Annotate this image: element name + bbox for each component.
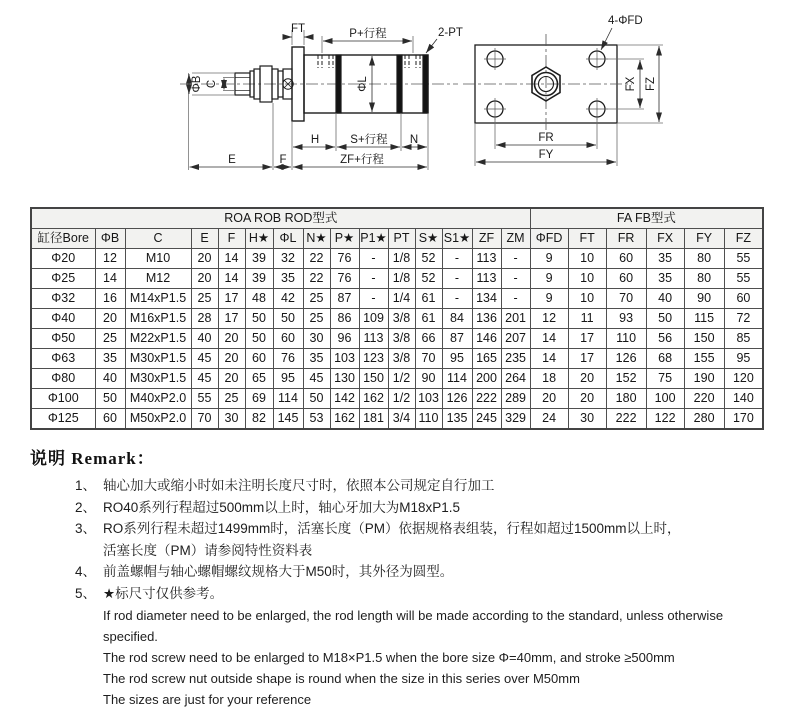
table-cell: M50xP2.0 [125, 409, 191, 430]
table-column-header: N★ [303, 229, 330, 249]
table-cell: 9 [530, 289, 568, 309]
table-cell: 50 [245, 309, 273, 329]
table-row [31, 269, 763, 289]
dim-label-f: F [279, 154, 287, 166]
table-cell: 10 [568, 269, 606, 289]
remark-english-line: If rod diameter need to be enlarged, the rod length will be made according to the standard, unless otherwise specified. [103, 607, 724, 644]
table-cell: 25 [303, 289, 330, 309]
table-cell: 1/2 [388, 369, 415, 389]
dim-label-fz: FZ [645, 76, 657, 92]
table-row [31, 389, 763, 409]
table-cell: - [442, 289, 472, 309]
table-cell: 17 [568, 349, 606, 369]
table-cell: 61 [415, 289, 442, 309]
table-cell: 113 [359, 329, 388, 349]
table-cell: 68 [646, 349, 684, 369]
table-cell: 20 [191, 249, 218, 269]
table-cell: 95 [273, 369, 303, 389]
table-cell: M10 [125, 249, 191, 269]
remark-item [75, 518, 770, 540]
table-column-header: 缸径Bore [31, 229, 95, 249]
table-cell: 70 [415, 349, 442, 369]
dim-label-phi-b: ΦB [191, 75, 203, 93]
table-group-header: FA FB型式 [530, 208, 763, 229]
table-cell: 12 [530, 309, 568, 329]
table-column-header: FX [646, 229, 684, 249]
remark-list [75, 475, 770, 710]
dim-label-p-stroke: P+行程 [349, 28, 387, 40]
table-cell: 53 [303, 409, 330, 430]
table-cell: 55 [191, 389, 218, 409]
remark-item-number: 3、 [75, 521, 97, 537]
table-cell: 10 [568, 289, 606, 309]
table-row [31, 249, 763, 269]
table-cell: - [501, 289, 530, 309]
table-cell: 22 [303, 269, 330, 289]
tube-band-2 [397, 55, 402, 113]
dim-label-zf-stroke: ZF+行程 [340, 154, 384, 166]
table-cell: 17 [218, 309, 245, 329]
table-cell: 20 [95, 309, 125, 329]
table-cell: - [359, 249, 388, 269]
table-cell: 14 [95, 269, 125, 289]
table-cell: 35 [646, 249, 684, 269]
table-cell: 95 [724, 349, 763, 369]
table-cell: 70 [191, 409, 218, 430]
table-cell: 130 [330, 369, 359, 389]
table-cell: - [359, 289, 388, 309]
table-cell: 16 [95, 289, 125, 309]
table-row [31, 409, 763, 430]
remark-item [75, 561, 770, 583]
table-cell: 142 [330, 389, 359, 409]
table-cell: 10 [568, 249, 606, 269]
table-cell: M30xP1.5 [125, 349, 191, 369]
table-cell: 40 [95, 369, 125, 389]
table-cell: 180 [606, 389, 646, 409]
table-cell: 136 [472, 309, 501, 329]
table-cell: 39 [245, 249, 273, 269]
remark-item-text: ★标尺寸仅供参考。 [103, 585, 224, 601]
dim-label-c: C [206, 79, 218, 89]
remark-item [75, 583, 770, 605]
table-cell: 12 [95, 249, 125, 269]
table-row [31, 369, 763, 389]
table-cell: 76 [330, 269, 359, 289]
table-cell: 84 [442, 309, 472, 329]
dim-label-e: E [228, 154, 236, 166]
table-cell: 3/4 [388, 409, 415, 430]
table-cell: 48 [245, 289, 273, 309]
table-cell: 66 [415, 329, 442, 349]
table-cell: 100 [646, 389, 684, 409]
remark-item [75, 540, 770, 562]
bore-cell: Φ100 [31, 389, 95, 409]
port-marks [318, 55, 420, 68]
table-cell: 22 [303, 249, 330, 269]
remark-item-number: 1、 [75, 478, 97, 493]
table-column-header: ΦFD [530, 229, 568, 249]
table-cell: 3/8 [388, 349, 415, 369]
table-cell: 32 [273, 249, 303, 269]
table-cell: 42 [273, 289, 303, 309]
table-cell: 76 [273, 349, 303, 369]
dim-label-s-stroke: S+行程 [350, 134, 388, 146]
table-cell: 162 [330, 409, 359, 430]
bore-cell: Φ125 [31, 409, 95, 430]
table-cell: 289 [501, 389, 530, 409]
table-cell: 90 [684, 289, 724, 309]
table-column-header: H★ [245, 229, 273, 249]
table-cell: 87 [442, 329, 472, 349]
dim-label-fr: FR [538, 132, 554, 144]
table-cell: 152 [606, 369, 646, 389]
flange-front-view [463, 34, 632, 133]
dim-label-2pt: 2-PT [438, 27, 463, 39]
table-cell: 35 [646, 269, 684, 289]
table-cell: 245 [472, 409, 501, 430]
table-cell: 25 [191, 289, 218, 309]
table-cell: 109 [359, 309, 388, 329]
table-cell: 134 [472, 289, 501, 309]
table-column-header: PT [388, 229, 415, 249]
remark-item-text: 前盖螺帽与轴心螺帽螺纹规格大于M50时，其外径为圆型。 [103, 564, 454, 580]
table-cell: 150 [684, 329, 724, 349]
bore-cell: Φ20 [31, 249, 95, 269]
remark-item-number: 5、 [75, 585, 97, 601]
table-column-header: ΦB [95, 229, 125, 249]
dim-label-n: N [409, 134, 419, 146]
table-column-header: FZ [724, 229, 763, 249]
table-cell: 114 [273, 389, 303, 409]
table-column-header: F [218, 229, 245, 249]
table-cell: 69 [245, 389, 273, 409]
table-cell: 25 [303, 309, 330, 329]
table-cell: 123 [359, 349, 388, 369]
table-cell: 135 [442, 409, 472, 430]
remark-item-number: 4、 [75, 564, 97, 580]
table-column-header: S★ [415, 229, 442, 249]
bore-cell: Φ32 [31, 289, 95, 309]
table-cell: 14 [218, 269, 245, 289]
table-cell: 85 [724, 329, 763, 349]
remark-item [75, 497, 770, 519]
table-cell: 1/4 [388, 289, 415, 309]
dimension-table [30, 207, 764, 430]
table-cell: 155 [684, 349, 724, 369]
remark-english-line: The sizes are just for your reference [103, 691, 312, 707]
table-cell: 60 [724, 289, 763, 309]
table-cell: 17 [568, 329, 606, 349]
table-cell: 145 [273, 409, 303, 430]
bore-cell: Φ80 [31, 369, 95, 389]
table-cell: 25 [218, 389, 245, 409]
table-cell: 45 [191, 369, 218, 389]
table-cell: - [442, 249, 472, 269]
table-cell: 55 [724, 269, 763, 289]
table-column-header: C [125, 229, 191, 249]
table-cell: 50 [245, 329, 273, 349]
dim-label-phi-l: ΦL [357, 76, 369, 92]
table-cell: 1/2 [388, 389, 415, 409]
table-cell: 11 [568, 309, 606, 329]
dim-label-ft: FT [290, 23, 306, 35]
table-cell: 60 [606, 269, 646, 289]
table-cell: 3/8 [388, 329, 415, 349]
table-cell: 45 [303, 369, 330, 389]
table-cell: 30 [218, 409, 245, 430]
table-cell: 20 [218, 369, 245, 389]
remark-item-text: RO40系列行程超过500mm以上时，轴心牙加大为M18xP1.5 [103, 499, 461, 515]
table-cell: 39 [245, 269, 273, 289]
table-cell: 86 [330, 309, 359, 329]
table-cell: 80 [684, 249, 724, 269]
table-cell: 329 [501, 409, 530, 430]
table-cell: 56 [646, 329, 684, 349]
table-cell: 55 [724, 249, 763, 269]
cylinder-side-view [180, 47, 458, 121]
table-cell: 45 [191, 349, 218, 369]
table-cell: 114 [442, 369, 472, 389]
table-column-header: ZM [501, 229, 530, 249]
table-cell: 30 [568, 409, 606, 430]
table-cell: 72 [724, 309, 763, 329]
table-group-header: ROA ROB ROD型式 [31, 208, 530, 229]
table-column-header: P★ [330, 229, 359, 249]
table-cell: 25 [95, 329, 125, 349]
table-cell: 60 [606, 249, 646, 269]
table-cell: 52 [415, 249, 442, 269]
table-cell: 50 [273, 309, 303, 329]
table-row [31, 289, 763, 309]
table-cell: 60 [273, 329, 303, 349]
table-cell: 60 [95, 409, 125, 430]
remark-item [75, 475, 770, 497]
table-cell: 50 [95, 389, 125, 409]
table-cell: 14 [530, 329, 568, 349]
bore-cell: Φ25 [31, 269, 95, 289]
table-cell: 222 [606, 409, 646, 430]
table-cell: 20 [568, 389, 606, 409]
table-cell: 9 [530, 249, 568, 269]
dim-label-4fd: 4-ΦFD [608, 15, 643, 27]
dim-label-fx: FX [625, 76, 637, 92]
table-body [31, 249, 763, 430]
table-cell: 40 [191, 329, 218, 349]
table-cell: - [501, 269, 530, 289]
table-cell: 14 [218, 249, 245, 269]
table-cell: 20 [218, 349, 245, 369]
table-cell: 35 [303, 349, 330, 369]
table-cell: M14xP1.5 [125, 289, 191, 309]
table-column-header: ΦL [273, 229, 303, 249]
bore-cell: Φ50 [31, 329, 95, 349]
remark-item-text: 活塞长度（PM）请参阅特性资料表 [103, 542, 313, 558]
table-cell: 126 [606, 349, 646, 369]
side-view-labels [191, 23, 463, 166]
table-cell: 103 [415, 389, 442, 409]
table-cell: 93 [606, 309, 646, 329]
table-cell: M40xP2.0 [125, 389, 191, 409]
table-column-header: FR [606, 229, 646, 249]
table-row [31, 349, 763, 369]
remark-english-line: The rod screw nut outside shape is round when the size in this series over M50mm [103, 670, 580, 686]
table-cell: 115 [684, 309, 724, 329]
table-column-header: P1★ [359, 229, 388, 249]
table-cell: 162 [359, 389, 388, 409]
remark-item-number: 2、 [75, 499, 97, 515]
table-cell: 146 [472, 329, 501, 349]
table-cell: 35 [95, 349, 125, 369]
table-cell: M30xP1.5 [125, 369, 191, 389]
table-row [31, 329, 763, 349]
table-cell: 70 [606, 289, 646, 309]
table-cell: M16xP1.5 [125, 309, 191, 329]
table-cell: 220 [684, 389, 724, 409]
table-cell: 110 [606, 329, 646, 349]
table-cell: 222 [472, 389, 501, 409]
front-view-dimensions [475, 28, 663, 166]
table-cell: 122 [646, 409, 684, 430]
rear-cap-band [423, 55, 428, 113]
table-cell: 3/8 [388, 309, 415, 329]
table-cell: 50 [646, 309, 684, 329]
table-cell: M22xP1.5 [125, 329, 191, 349]
table-cell: 14 [530, 349, 568, 369]
dim-label-h: H [310, 134, 320, 146]
table-cell: 9 [530, 269, 568, 289]
table-cell: 24 [530, 409, 568, 430]
table-cell: 50 [303, 389, 330, 409]
table-cell: 18 [530, 369, 568, 389]
remark-heading: 说明 Remark： [30, 449, 155, 468]
bore-cell: Φ40 [31, 309, 95, 329]
table-column-header: FT [568, 229, 606, 249]
table-cell: - [359, 269, 388, 289]
table-cell: 235 [501, 349, 530, 369]
table-cell: 190 [684, 369, 724, 389]
table-cell: 20 [530, 389, 568, 409]
table-cell: 40 [646, 289, 684, 309]
table-cell: 150 [359, 369, 388, 389]
table-cell: 110 [415, 409, 442, 430]
table-cell: 17 [218, 289, 245, 309]
table-cell: 1/8 [388, 269, 415, 289]
table-cell: 65 [245, 369, 273, 389]
table-cell: 96 [330, 329, 359, 349]
table-cell: 201 [501, 309, 530, 329]
table-cell: 60 [245, 349, 273, 369]
bore-cell: Φ63 [31, 349, 95, 369]
dim-label-fy: FY [538, 149, 554, 161]
table-column-header: E [191, 229, 218, 249]
table-cell: M12 [125, 269, 191, 289]
table-cell: 120 [724, 369, 763, 389]
table-column-header: S1★ [442, 229, 472, 249]
table-cell: 76 [330, 249, 359, 269]
table-cell: 113 [472, 269, 501, 289]
table-cell: 264 [501, 369, 530, 389]
table-cell: - [442, 269, 472, 289]
table-cell: 207 [501, 329, 530, 349]
table-column-header: FY [684, 229, 724, 249]
table-cell: 103 [330, 349, 359, 369]
table-cell: 20 [191, 269, 218, 289]
remark-section [30, 444, 770, 710]
table-cell: 20 [568, 369, 606, 389]
table-cell: 80 [684, 269, 724, 289]
table-cell: 126 [442, 389, 472, 409]
table-cell: 1/8 [388, 249, 415, 269]
table-cell: 280 [684, 409, 724, 430]
table-column-header-row [31, 229, 763, 249]
remark-item-number [75, 540, 103, 562]
table-row [31, 309, 763, 329]
remark-item-text: 轴心加大或缩小时如未注明长度尺寸时，依照本公司规定自行加工 [103, 478, 495, 493]
table-cell: 28 [191, 309, 218, 329]
table-cell: 82 [245, 409, 273, 430]
table-cell: 113 [472, 249, 501, 269]
table-cell: 170 [724, 409, 763, 430]
technical-drawing [0, 0, 790, 192]
table-cell: 140 [724, 389, 763, 409]
table-cell: 181 [359, 409, 388, 430]
table-cell: 35 [273, 269, 303, 289]
table-cell: 87 [330, 289, 359, 309]
table-cell: 20 [218, 329, 245, 349]
table-cell: 165 [472, 349, 501, 369]
table-cell: 30 [303, 329, 330, 349]
table-cell: 95 [442, 349, 472, 369]
tube-band-1 [336, 55, 341, 113]
table-cell: 75 [646, 369, 684, 389]
table-cell: 61 [415, 309, 442, 329]
table-cell: 52 [415, 269, 442, 289]
table-cell: 200 [472, 369, 501, 389]
table-group-header-row [31, 208, 763, 229]
table-cell: 90 [415, 369, 442, 389]
table-cell: - [501, 249, 530, 269]
table-column-header: ZF [472, 229, 501, 249]
remark-item-text: RO系列行程未超过1499mm时，活塞长度（PM）依据规格表组装，行程如超过1500mm以上时， [103, 521, 681, 537]
remark-english-line: The rod screw need to be enlarged to M18×P1.5 when the bore size Φ=40mm, and stroke ≥500mm [103, 649, 675, 665]
